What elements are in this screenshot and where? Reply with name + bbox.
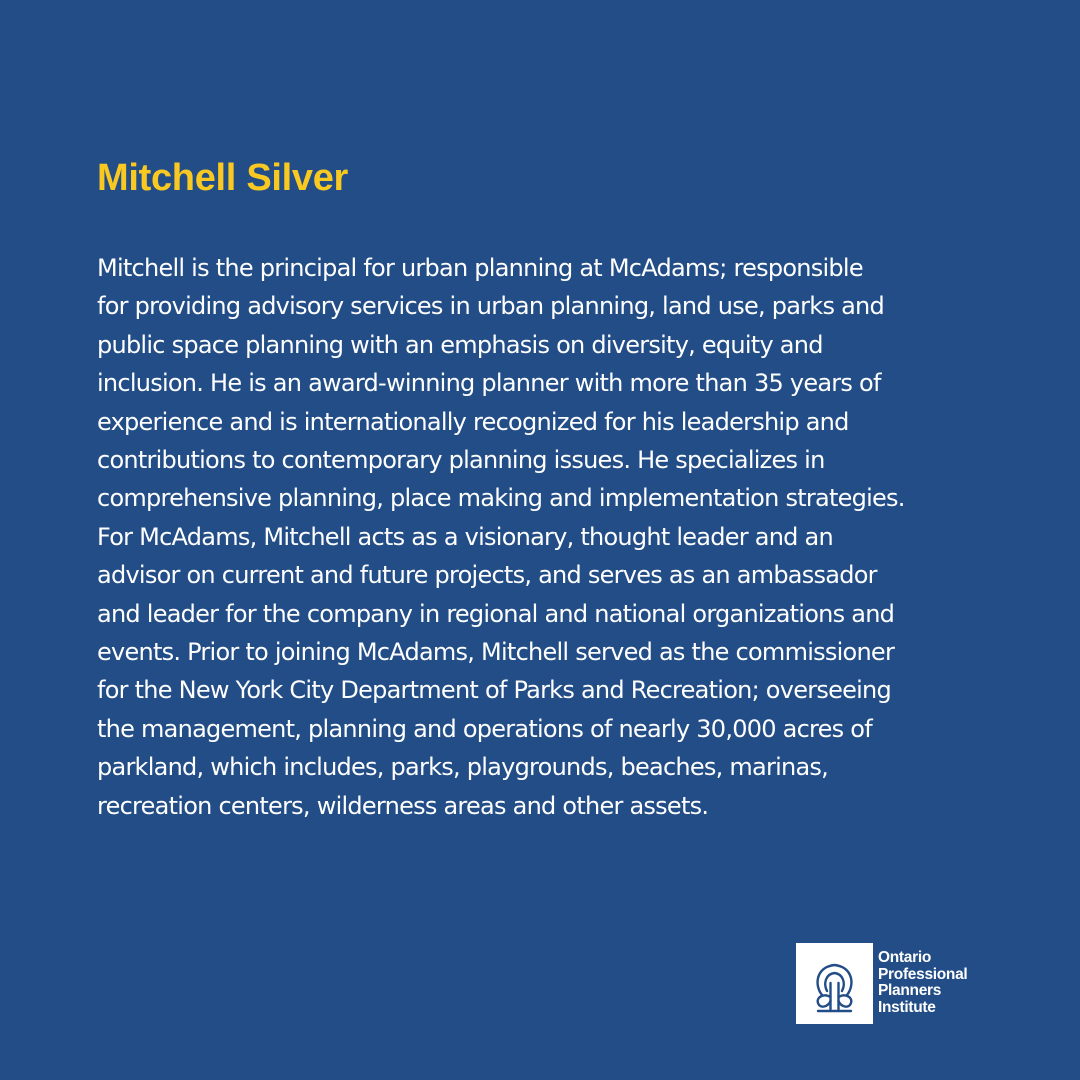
- logo-line: Ontario: [878, 949, 932, 966]
- bio-line: experience and is internationally recognized for his leadership and: [97, 407, 849, 436]
- oppi-logo: [796, 943, 986, 1024]
- logo-line: Planners: [878, 982, 942, 999]
- oppi-logo-icon: [796, 943, 873, 1024]
- bio-line: public space planning with an emphasis on diversity, equity and: [97, 330, 823, 359]
- logo-line: Professional: [878, 965, 968, 983]
- bio-line: recreation centers, wilderness areas and other assets.: [97, 791, 709, 820]
- bio-line: comprehensive planning, place making and implementation strategies.: [97, 484, 905, 513]
- speaker-bio: [97, 249, 997, 825]
- oppi-logo-text: [878, 950, 967, 1016]
- bio-line: inclusion. He is an award-winning planner with more than 35 years of: [97, 369, 881, 398]
- bio-line: contributions to contemporary planning issues. He specializes in: [97, 446, 825, 475]
- logo-line: Institute: [878, 998, 936, 1016]
- bio-line: Mitchell is the principal for urban planning at McAdams; responsible: [97, 254, 863, 282]
- bio-line: the management, planning and operations of nearly 30,000 acres of: [97, 714, 872, 743]
- bio-line: and leader for the company in regional and national organizations and: [97, 599, 895, 628]
- bio-line: for providing advisory services in urban planning, land use, parks and: [97, 292, 884, 321]
- bio-line: events. Prior to joining McAdams, Mitchell served as the commissioner: [97, 638, 895, 667]
- speaker-name: Mitchell Silver: [97, 157, 349, 199]
- bio-line: for the New York City Department of Parks and Recreation; overseeing: [97, 676, 891, 705]
- bio-line: For McAdams, Mitchell acts as a visionary, thought leader and an: [97, 522, 833, 551]
- bio-line: parkland, which includes, parks, playgrounds, beaches, marinas,: [97, 753, 829, 782]
- bio-line: advisor on current and future projects, and serves as an ambassador: [97, 561, 877, 590]
